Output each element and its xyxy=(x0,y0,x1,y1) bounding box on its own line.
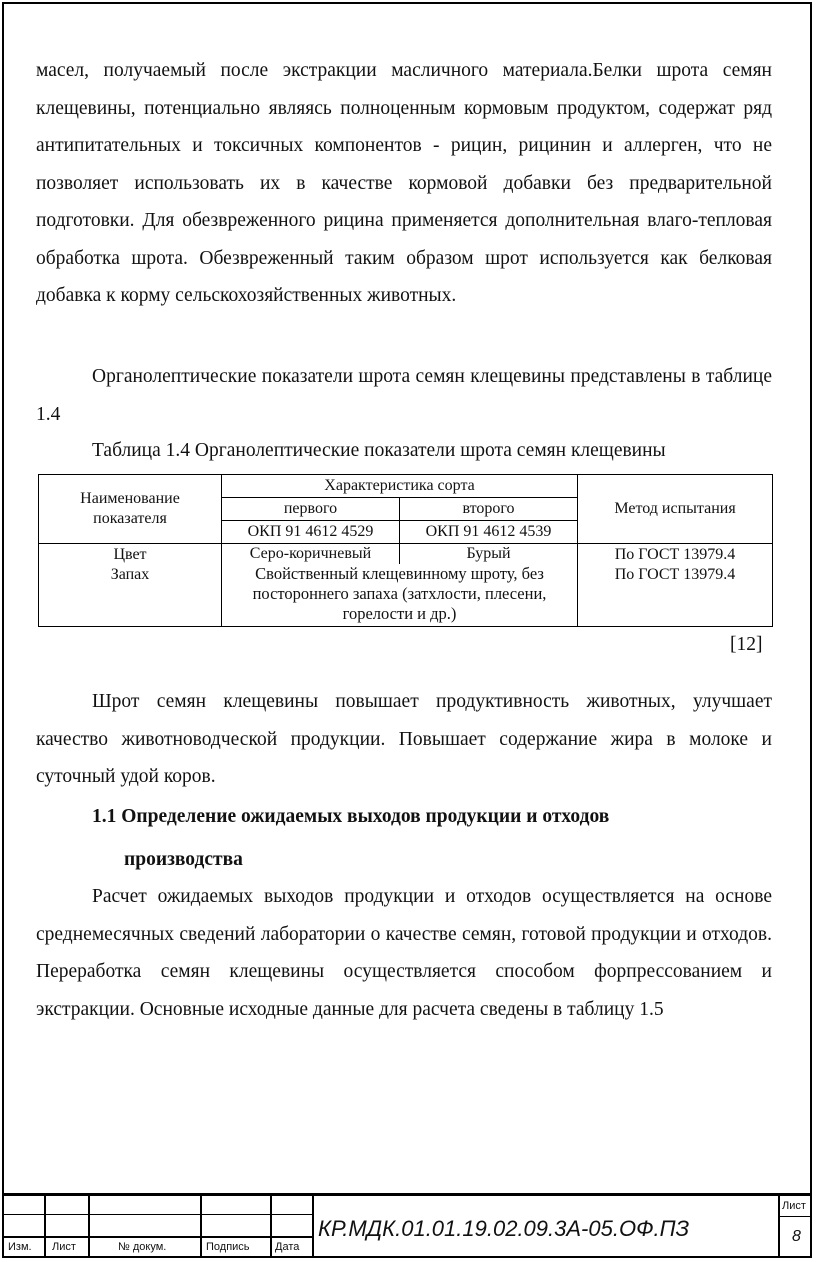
section-heading xyxy=(36,798,772,878)
organoleptic-table xyxy=(38,474,773,627)
table-caption-block xyxy=(36,432,772,470)
header-grade-group: Характеристика сорта xyxy=(222,475,578,498)
paragraph-4: Расчет ожидаемых выходов продукции и отходов осуществляется на основе среднемесячных сведений лаборатории о качестве семян, готовой продукции и отходов. Переработка семян клещевины осуществляется способом форпрессованием и экстракции. Основные исходные данные для расчета сведены в таблицу 1.5 xyxy=(36,886,772,1020)
header-grade-2: второго xyxy=(400,498,578,521)
source-reference: [12] xyxy=(730,634,763,655)
paragraph-1: масел, получаемый после экстракции масличного материала.Белки шрота семян клещевины, потенциально являясь полноценным кормовым продуктом, содержат ряд антипитательных и токсичных компонентов - рицин, рицинин и аллерген, что не позволяет использовать их в качестве кормовой добавки без предварительной подготовки. Для обезвреженного рицина применяется дополнительная влаго-тепловая обработка шрота. Обезвреженный таким образом шрот используется как белковая добавка к корму сельскохозяйственных животных. xyxy=(36,60,772,306)
paragraph-3: Шрот семян клещевины повышает продуктивность животных, улучшает качество животноводческой продукции. Повышает содержание жира в молоке и суточный удой коров. xyxy=(36,691,772,787)
stamp-sheet-label: Лист xyxy=(782,1200,806,1212)
header-grade-1: первого xyxy=(222,498,400,521)
row-methods: По ГОСТ 13979.4 По ГОСТ 13979.4 xyxy=(578,544,773,627)
document-code: КР.МДК.01.01.19.02.09.3А-05.ОФ.ПЗ xyxy=(318,1216,690,1241)
header-okp-1: ОКП 91 4612 4529 xyxy=(222,521,400,544)
row-indicator-names: Цвет Запах xyxy=(39,544,222,627)
color-grade-1: Серо-коричневый xyxy=(222,544,400,564)
stamp-label-date: Дата xyxy=(275,1241,300,1253)
table-header-row xyxy=(39,475,773,498)
paragraph-calculation-block xyxy=(36,878,772,1028)
stamp-label-change: Изм. xyxy=(8,1241,32,1253)
section-heading-line-2: производства xyxy=(124,848,243,870)
row-grade-values xyxy=(222,544,578,627)
title-block-stamp xyxy=(2,1193,812,1258)
paragraph-intro xyxy=(36,52,772,315)
section-heading-line-1: 1.1 Определение ожидаемых выходов продукции и отходов xyxy=(92,806,610,827)
paragraph-2: Органолептические показатели шрота семян клещевины представлены в таблице 1.4 xyxy=(36,366,772,425)
paragraph-table-ref xyxy=(36,358,772,433)
stamp-label-sheet: Лист xyxy=(52,1241,76,1253)
paragraph-benefits-block xyxy=(36,683,772,796)
color-values xyxy=(222,544,577,564)
table-caption: Таблица 1.4 Органолептические показатели шрота семян клещевины xyxy=(92,440,666,461)
sheet-number: 8 xyxy=(792,1228,801,1245)
header-indicator-name: Наименование показателя xyxy=(39,475,222,544)
smell-value: Свойственный клещевинному шроту, без постороннего запаха (затхлости, плесени, горелости и др.) xyxy=(252,564,547,623)
stamp-label-signature: Подпись xyxy=(206,1241,250,1253)
header-okp-2: ОКП 91 4612 4539 xyxy=(400,521,578,544)
color-grade-2: Бурый xyxy=(466,545,511,562)
stamp-label-doc-number: № докум. xyxy=(118,1241,167,1253)
table-row xyxy=(39,544,773,627)
header-test-method: Метод испытания xyxy=(578,475,773,544)
